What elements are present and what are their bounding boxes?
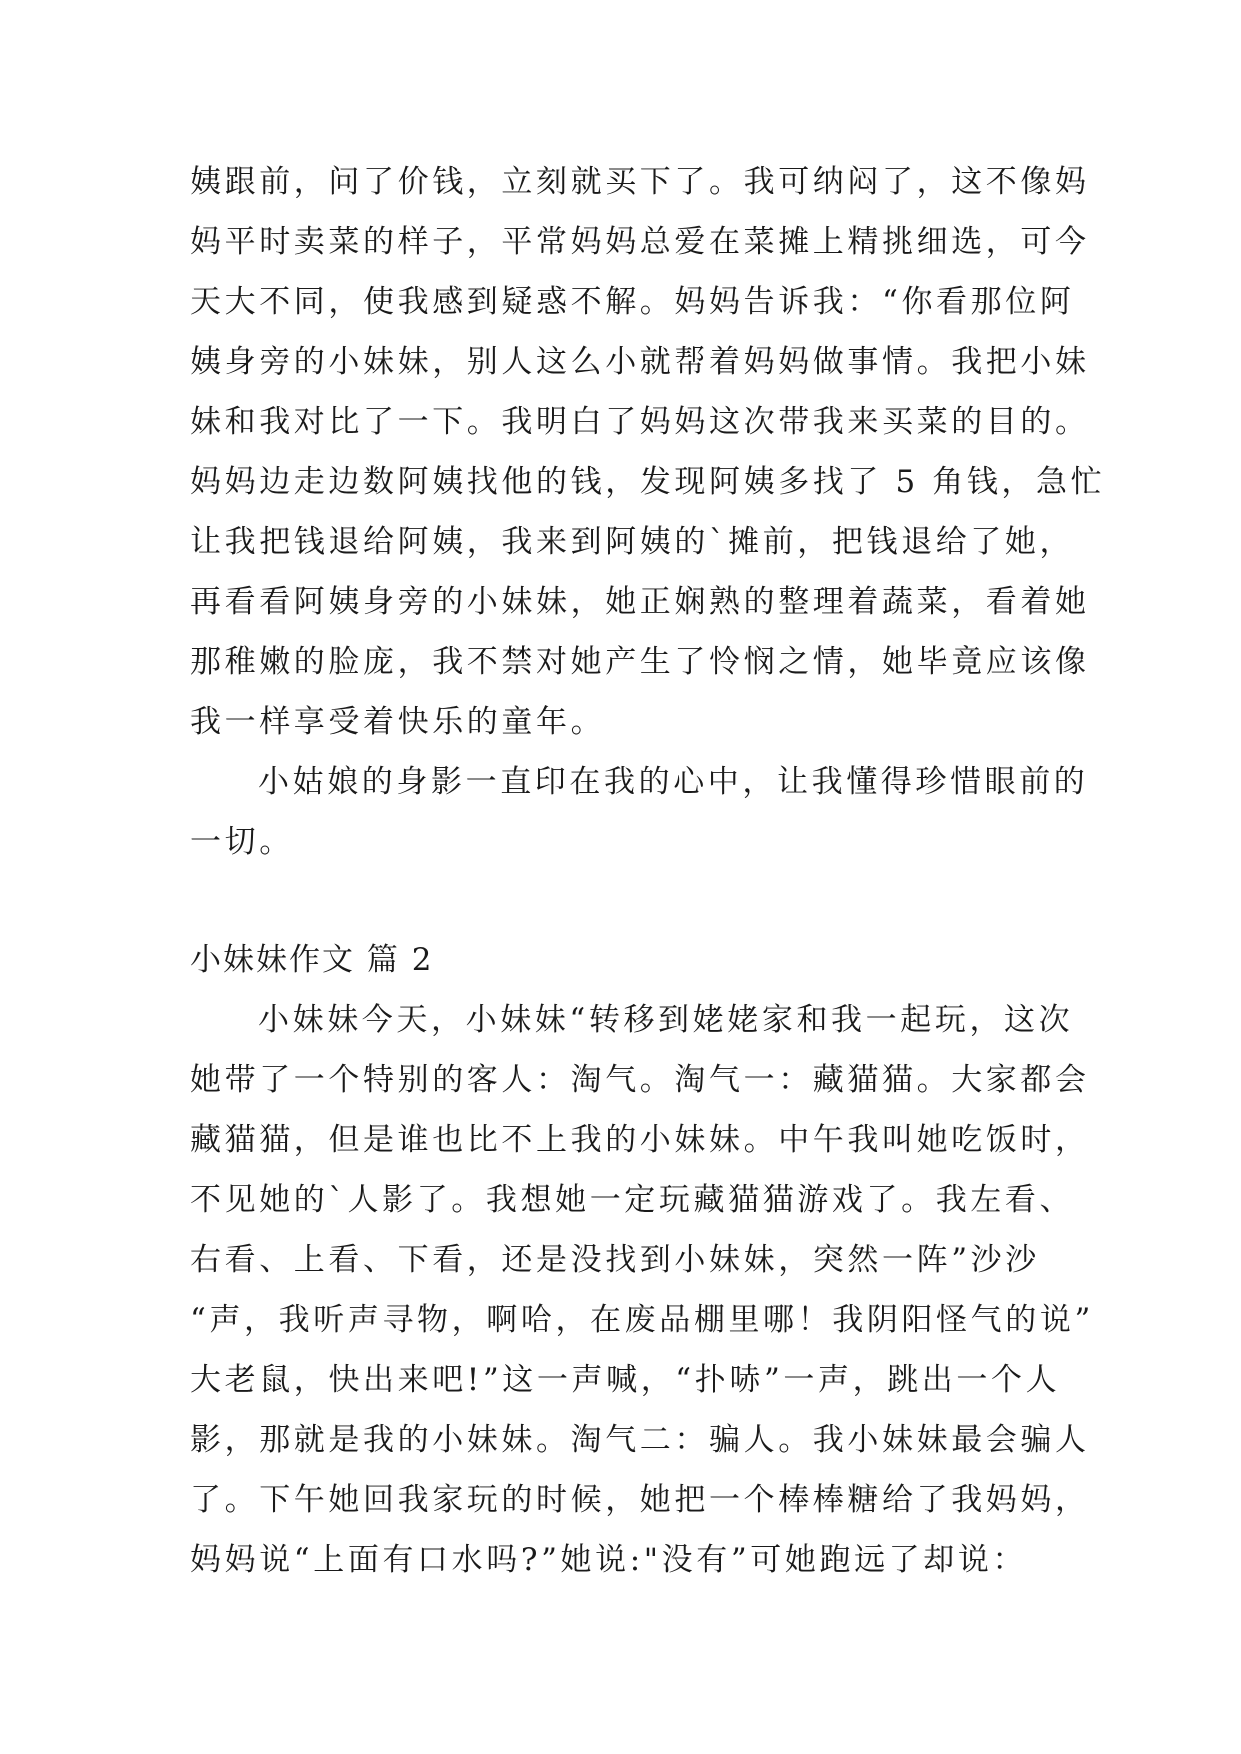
text-line: 右看、上看、下看，还是没找到小妹妹，突然一阵”沙沙 xyxy=(190,1242,1040,1278)
text-line: 妹和我对比了一下。我明白了妈妈这次带我来买菜的目的。 xyxy=(190,404,1090,440)
section-heading: 小妹妹作文 篇 2 xyxy=(190,942,434,978)
text-line: 大老鼠，快出来吧!”这一声喊，“扑哧”一声，跳出一个人 xyxy=(190,1362,1061,1398)
text-line: 那稚嫩的脸庞，我不禁对她产生了怜悯之情，她毕竟应该像 xyxy=(190,644,1090,680)
paragraph-first-line: 小姑娘的身影一直印在我的心中，让我懂得珍惜眼前的 xyxy=(258,764,1089,800)
text-line: 再看看阿姨身旁的小妹妹，她正娴熟的整理着蔬菜，看着她 xyxy=(190,584,1090,620)
text-line: 了。下午她回我家玩的时候，她把一个棒棒糖给了我妈妈， xyxy=(190,1482,1090,1518)
paragraph-first-line: 小妹妹今天，小妹妹“转移到姥姥家和我一起玩，这次 xyxy=(258,1002,1074,1038)
text-line: 藏猫猫，但是谁也比不上我的小妹妹。中午我叫她吃饭时， xyxy=(190,1122,1090,1158)
text-line: 妈平时卖菜的样子，平常妈妈总爱在菜摊上精挑细选，可今 xyxy=(190,224,1090,260)
text-line: 姨跟前，问了价钱，立刻就买下了。我可纳闷了，这不像妈 xyxy=(190,164,1090,200)
text-line: 我一样享受着快乐的童年。 xyxy=(190,704,606,740)
text-line: 影，那就是我的小妹妹。淘气二：骗人。我小妹妹最会骗人 xyxy=(190,1422,1090,1458)
text-line: 让我把钱退给阿姨，我来到阿姨的`摊前，把钱退给了她， xyxy=(190,524,1075,560)
text-line: 她带了一个特别的客人：淘气。淘气一：藏猫猫。大家都会 xyxy=(190,1062,1090,1098)
text-line: 天大不同，使我感到疑惑不解。妈妈告诉我：“你看那位阿 xyxy=(190,284,1075,320)
text-line: 一切。 xyxy=(190,824,294,860)
text-line: 妈妈说“上面有口水吗?”她说:"没有”可她跑远了却说： xyxy=(190,1542,1028,1578)
text-line: 妈妈边走边数阿姨找他的钱，发现阿姨多找了 5 角钱，急忙 xyxy=(190,464,1106,500)
text-line: 姨身旁的小妹妹，别人这么小就帮着妈妈做事情。我把小妹 xyxy=(190,344,1090,380)
text-line: 不见她的`人影了。我想她一定玩藏猫猫游戏了。我左看、 xyxy=(190,1182,1075,1218)
text-line: “声，我听声寻物，啊哈，在废品棚里哪！我阴阳怪气的说” xyxy=(190,1302,1094,1338)
